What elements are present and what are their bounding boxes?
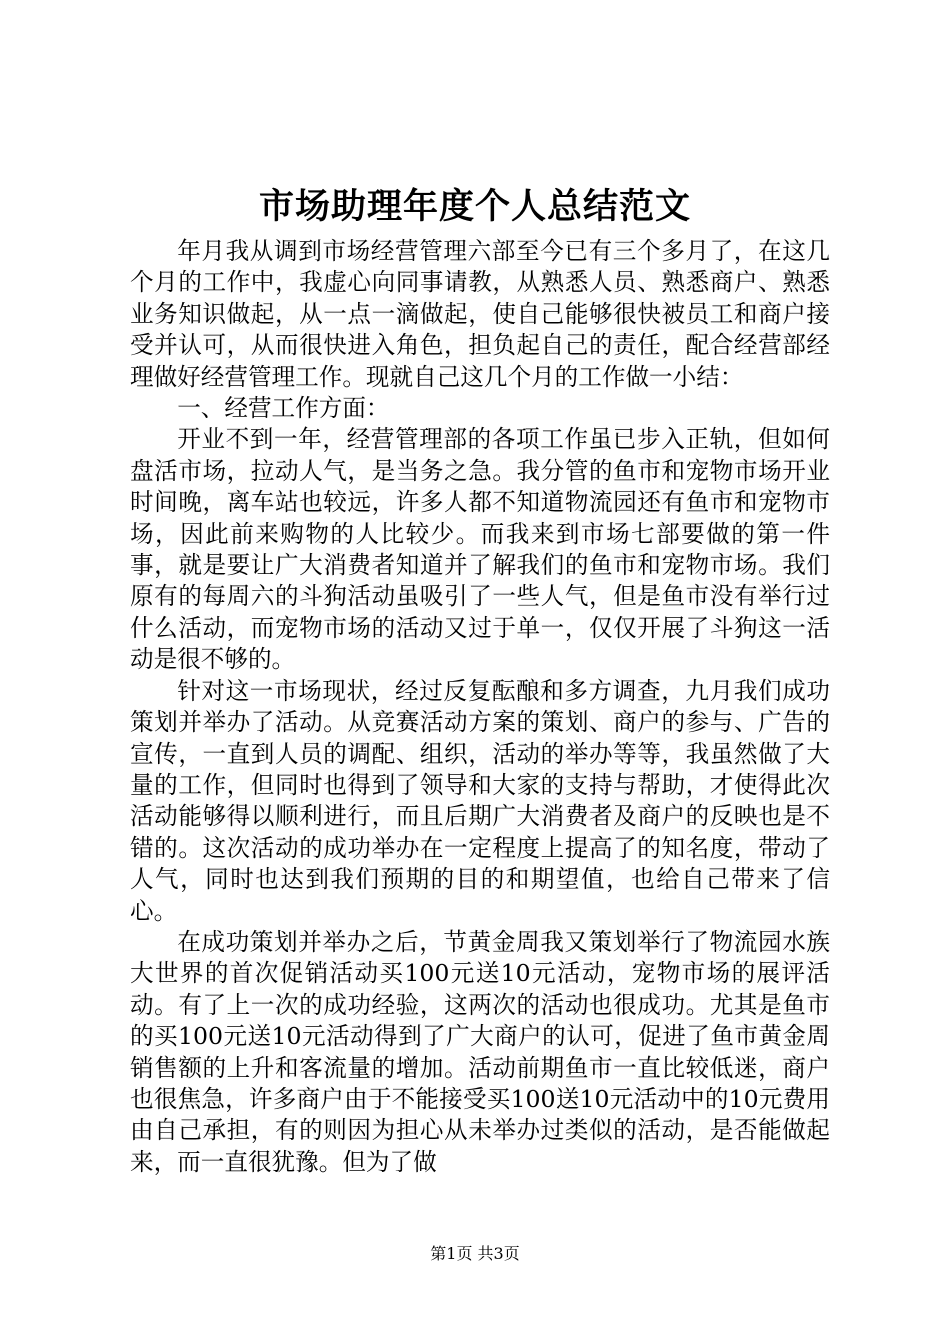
paragraph-promotion: 在成功策划并举办之后，节黄金周我又策划举行了物流园水族大世界的首次促销活动买100元送10元活动，宠物市场的展评活动。有了上一次的成功经验，这两次的活动也很成功。尤其是鱼市的买100元送10元活动得到了广大商户的认可，促进了鱼市黄金周销售额的上升和客流量的增加。活动前期鱼市一直比较低迷，商户也很焦急，许多商户由于不能接受买100送10元活动中的10元费用由自己承担，有的则因为担心从未举办过类似的活动，是否能做起来，而一直很犹豫。但为了做 [130,927,830,1176]
paragraph-intro: 年月我从调到市场经营管理六部至今已有三个多月了，在这几个月的工作中，我虚心向同事请教，从熟悉人员、熟悉商户、熟悉业务知识做起，从一点一滴做起，使自己能够很快被员工和商户接受并认可，从而很快进入角色，担负起自己的责任，配合经营部经理做好经营管理工作。现就自己这几个月的工作做一小结： [130,237,830,391]
page-footer: 第1页 共3页 [430,1244,520,1263]
document-body [130,236,830,1178]
section-heading: 一、经营工作方面： [177,394,390,423]
document-title: 市场助理年度个人总结范文 [258,186,691,227]
paragraph-market-status: 开业不到一年，经营管理部的各项工作虽已步入正轨，但如何盘活市场，拉动人气，是当务之急。我分管的鱼市和宠物市场开业时间晚，离车站也较远，许多人都不知道物流园还有鱼市和宠物市场，因此前来购物的人比较少。而我来到市场七部要做的第一件事，就是要让广大消费者知道并了解我们的鱼市和宠物市场。我们原有的每周六的斗狗活动虽吸引了一些人气，但是鱼市没有举行过什么活动，而宠物市场的活动又过于单一，仅仅开展了斗狗这一活动是很不够的。 [130,425,830,674]
paragraph-event-planning: 针对这一市场现状，经过反复酝酿和多方调查，九月我们成功策划并举办了活动。从竞赛活动方案的策划、商户的参与、广告的宣传，一直到人员的调配、组织，活动的举办等等，我虽然做了大量的工作，但同时也得到了领导和大家的支持与帮助，才使得此次活动能够得以顺利进行，而且后期广大消费者及商户的反映也是不错的。这次活动的成功举办在一定程度上提高了的知名度，带动了人气，同时也达到我们预期的目的和期望值，也给自己带来了信心。 [130,676,830,925]
